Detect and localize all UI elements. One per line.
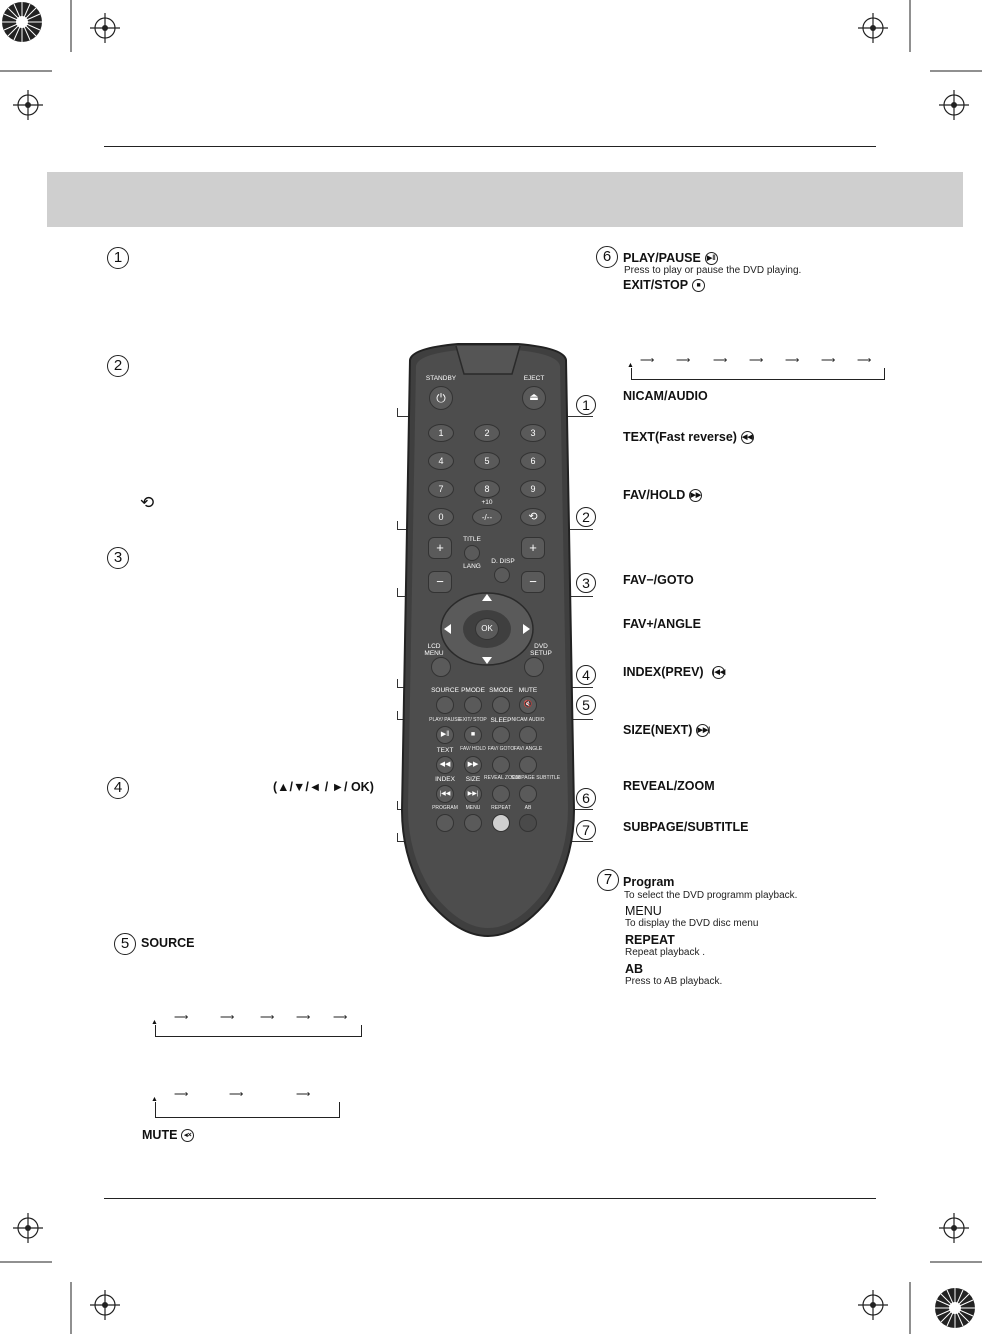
d-disp-button[interactable] <box>494 567 510 583</box>
size-next-label: SIZE(NEXT) ▶▶| <box>623 723 711 737</box>
size-key-label: SIZE <box>465 776 481 783</box>
digit-7-button[interactable]: 7 <box>428 480 454 498</box>
next-icon: ▶▶| <box>696 724 709 737</box>
bottom-rule <box>104 1198 876 1199</box>
mute-key-label: MUTE <box>518 687 538 694</box>
item-number-1: 1 <box>107 247 129 269</box>
callout-number-3: 3 <box>576 573 596 593</box>
item-number-3: 3 <box>107 547 129 569</box>
sleep-key-label: SLEEP <box>490 717 512 724</box>
cycle-arrow: ⟶ <box>821 355 836 366</box>
lcd-menu-label: LCD MENU <box>424 643 444 657</box>
play-pause-label: PLAY/PAUSE ▶‖ <box>623 251 718 265</box>
fast-reverse-button[interactable]: ◀◀ <box>436 756 454 774</box>
dash-button[interactable]: -/-- <box>472 508 502 526</box>
cycle-up-arrow: ▲ <box>151 1096 158 1103</box>
digit-3-button[interactable]: 3 <box>520 424 546 442</box>
repeat-button[interactable] <box>492 814 510 832</box>
smode-key-label: SMODE <box>489 687 513 694</box>
index-prev-label: INDEX(PREV) |◀◀ <box>623 665 726 679</box>
menu-label: MENU <box>625 904 662 918</box>
callout-number-1: 1 <box>576 395 596 415</box>
fav-angle-button[interactable] <box>519 756 537 774</box>
callout-number-7: 7 <box>576 820 596 840</box>
mute-button[interactable]: 🔇 <box>519 696 537 714</box>
digit-6-button[interactable]: 6 <box>520 452 546 470</box>
next-button[interactable]: ▶▶| <box>464 785 482 803</box>
fav-hold-key-label: FAV/ HOLD <box>460 746 486 752</box>
callout-number-4: 4 <box>576 665 596 685</box>
fast-forward-button[interactable]: ▶▶ <box>464 756 482 774</box>
lcd-menu-button[interactable] <box>431 657 451 677</box>
source-button[interactable] <box>436 696 454 714</box>
callout-number-5: 5 <box>576 695 596 715</box>
nicam-audio-button[interactable] <box>519 726 537 744</box>
pmode-button[interactable] <box>464 696 482 714</box>
fav-hold-label: FAV/HOLD ▶▶ <box>623 488 702 502</box>
item-number-4: 4 <box>107 777 129 799</box>
fast-forward-icon: ▶▶ <box>689 489 702 502</box>
subpage-subtitle-key-label: SUBPAGE SUBTITLE <box>511 775 561 781</box>
cycle-arrow: ⟶ <box>333 1012 348 1023</box>
repeat-desc: Repeat playback . <box>625 947 706 958</box>
cycle-arrow: ⟶ <box>296 1012 311 1023</box>
play-pause-key-label: PLAY/ PAUSE <box>429 717 461 723</box>
reveal-zoom-button[interactable] <box>492 785 510 803</box>
cycle-arrow: ⟶ <box>857 355 872 366</box>
standby-button[interactable]: ⏻ <box>429 386 453 410</box>
ab-desc: Press to AB playback. <box>625 976 723 987</box>
dvd-setup-label: DVD SETUP <box>530 643 552 657</box>
volume-down-button[interactable]: − <box>428 571 452 593</box>
fav-minus-goto-label: FAV−/GOTO <box>623 573 694 587</box>
digit-8-button[interactable]: 8 <box>474 480 500 498</box>
cycle-bracket <box>155 1025 362 1037</box>
source-key-label: SOURCE <box>431 687 459 694</box>
title-button[interactable] <box>464 545 480 561</box>
fav-angle-key-label: FAV/ ANGLE <box>513 746 543 752</box>
subpage-subtitle-button[interactable] <box>519 785 537 803</box>
repeat-label: REPEAT <box>625 933 675 947</box>
repeat-key-label: REPEAT <box>491 805 511 811</box>
ab-key-label: AB <box>524 805 532 811</box>
digit-1-button[interactable]: 1 <box>428 424 454 442</box>
item-number-7: 7 <box>597 869 619 891</box>
fav-plus-angle-label: FAV+/ANGLE <box>623 617 701 631</box>
program-button[interactable] <box>436 814 454 832</box>
dvd-setup-button[interactable] <box>524 657 544 677</box>
d-disp-label: D. DISP <box>491 558 515 565</box>
item-number-6: 6 <box>596 246 618 268</box>
exit-stop-key-label: EXIT/ STOP <box>459 717 487 723</box>
program-desc: To select the DVD programm playback. <box>624 890 798 901</box>
reveal-zoom-label: REVEAL/ZOOM <box>623 779 715 793</box>
nicam-audio-label: NICAM/AUDIO <box>623 389 708 403</box>
fav-goto-key-label: FAV/ GOTO <box>487 746 515 752</box>
digit-9-button[interactable]: 9 <box>520 480 546 498</box>
text-key-label: TEXT <box>436 747 454 754</box>
cycle-arrow: ⟶ <box>640 355 655 366</box>
digit-4-button[interactable]: 4 <box>428 452 454 470</box>
cycle-arrow: ⟶ <box>749 355 764 366</box>
cycle-arrow: ⟶ <box>174 1012 189 1023</box>
cycle-arrow: ⟶ <box>296 1089 311 1100</box>
cycle-bracket <box>631 368 885 380</box>
menu-desc: To display the DVD disc menu <box>625 918 759 929</box>
lang-label: LANG <box>463 563 481 570</box>
cycle-up-arrow: ▲ <box>627 362 634 369</box>
standby-label: STANDBY <box>425 375 457 382</box>
program-key-label: PROGRAM <box>432 805 458 811</box>
play-pause-desc: Press to play or pause the DVD playing. <box>624 265 802 276</box>
item-number-5: 5 <box>114 933 136 955</box>
subpage-subtitle-label: SUBPAGE/SUBTITLE <box>623 820 749 834</box>
exit-stop-label: EXIT/STOP ■ <box>623 278 705 292</box>
text-fast-reverse-label: TEXT(Fast reverse) ◀◀ <box>623 430 753 444</box>
stop-icon: ■ <box>692 279 705 292</box>
sleep-button[interactable] <box>492 726 510 744</box>
repeat-icon: ⟲ <box>140 493 155 513</box>
nicam-audio-key-label: NICAM AUDIO <box>511 717 545 723</box>
ab-label: AB <box>625 962 644 976</box>
menu-key-label: MENU <box>465 805 481 811</box>
previous-icon: |◀◀ <box>712 666 725 679</box>
reveal-zoom-key-label: REVEAL ZOOM <box>484 775 520 781</box>
play-pause-button[interactable]: ▶‖ <box>436 726 454 744</box>
plus10-label: +10 <box>481 499 493 506</box>
callout-number-2: 2 <box>576 507 596 527</box>
eject-button[interactable]: ⏏ <box>522 386 546 410</box>
cycle-arrow: ⟶ <box>260 1012 275 1023</box>
pmode-key-label: PMODE <box>461 687 485 694</box>
nav-keys-label: (▲/▼/◄ / ►/ OK) <box>273 780 374 794</box>
menu-button[interactable] <box>464 814 482 832</box>
recall-button[interactable]: ⟲ <box>520 508 546 526</box>
cycle-arrow: ⟶ <box>785 355 800 366</box>
ab-button[interactable] <box>519 814 537 832</box>
ok-button[interactable]: OK <box>475 618 499 640</box>
cycle-arrow: ⟶ <box>220 1012 235 1023</box>
cycle-arrow: ⟶ <box>676 355 691 366</box>
cycle-arrow: ⟶ <box>174 1089 189 1100</box>
fav-goto-button[interactable] <box>492 756 510 774</box>
previous-button[interactable]: |◀◀ <box>436 785 454 803</box>
callout-number-6: 6 <box>576 788 596 808</box>
digit-0-button[interactable]: 0 <box>428 508 454 526</box>
volume-up-button[interactable]: + <box>428 537 452 559</box>
program-label: Program <box>623 875 675 889</box>
cycle-up-arrow: ▲ <box>151 1019 158 1026</box>
source-label: SOURCE <box>141 936 195 950</box>
index-key-label: INDEX <box>435 776 455 783</box>
section-header-band <box>47 172 963 227</box>
mute-icon: ◂× <box>181 1129 194 1142</box>
top-rule <box>104 146 876 147</box>
item-number-2: 2 <box>107 355 129 377</box>
mute-label: MUTE ◂× <box>142 1128 194 1142</box>
play-pause-icon: ▶‖ <box>705 252 718 265</box>
eject-label: EJECT <box>523 375 545 382</box>
smode-button[interactable] <box>492 696 510 714</box>
digit-2-button[interactable]: 2 <box>474 424 500 442</box>
channel-down-button[interactable]: − <box>521 571 545 593</box>
cycle-arrow: ⟶ <box>229 1089 244 1100</box>
fast-reverse-icon: ◀◀ <box>741 431 754 444</box>
digit-5-button[interactable]: 5 <box>474 452 500 470</box>
channel-up-button[interactable]: + <box>521 537 545 559</box>
stop-button[interactable]: ■ <box>464 726 482 744</box>
cycle-bracket <box>155 1102 340 1118</box>
title-label: TITLE <box>463 536 481 543</box>
cycle-arrow: ⟶ <box>713 355 728 366</box>
